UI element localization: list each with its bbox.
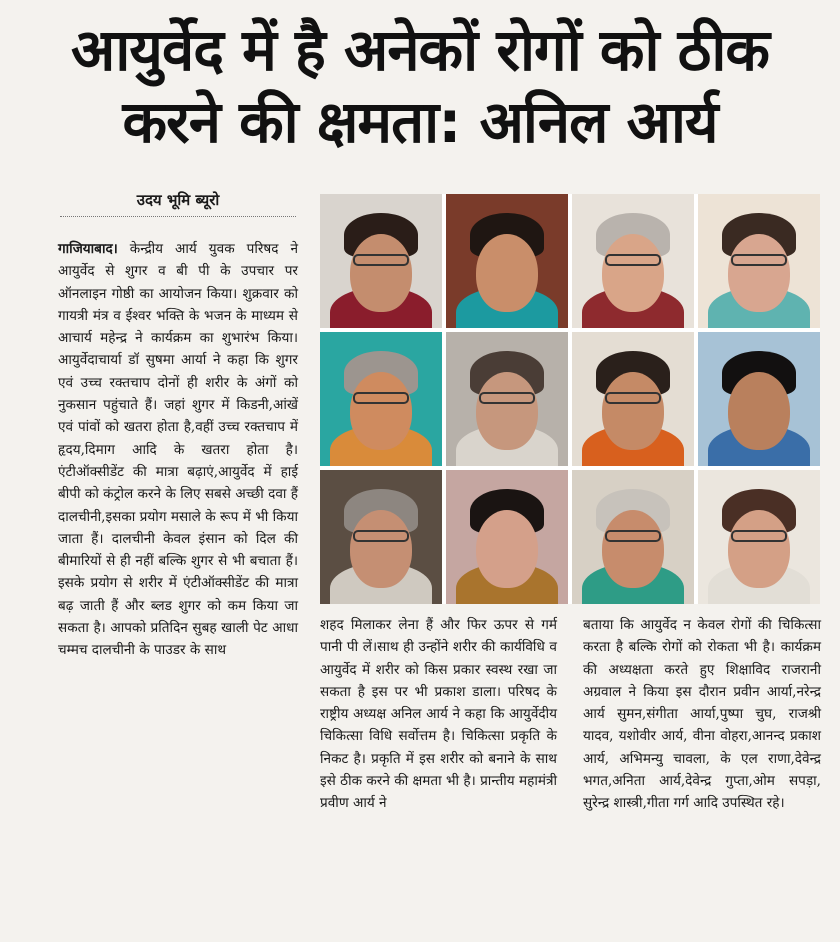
headline <box>20 14 820 158</box>
article-text-3: बताया कि आयुर्वेद न केवल रोगों की चिकित्सा करता है बल्कि रोगों को रोकता भी है। कार्यक्रम की अध्यक्षता करते हुए शिक्षाविद राजरानी अग्रवाल ने किया इस दौरान प्रवीन आर्या,नरेन्द्र आर्य सुमन,संगीता आर्या,पुष्पा चुघ, राजश्री यादव, यशोवीर आर्य, वीना वोहरा,आनन्द प्रकाश आर्य, अभिमन्यु चावला, के एल राणा,देवेन्द्र भगत,अनिता आर्य,देवेन्द्र गुप्ता,ओम सपड़ा, सुरेन्द्र शास्त्री,गीता गर्ग आदि उपस्थित रहे। <box>583 617 821 812</box>
headline-line-1: आयुर्वेद में है अनेकों रोगों को ठीक <box>71 16 769 84</box>
glasses-icon <box>605 530 661 542</box>
video-call-photo-grid <box>320 194 820 604</box>
participant-face <box>728 372 790 450</box>
article-text-1: केन्द्रीय आर्य युवक परिषद ने आयुर्वेद से शुगर व बी पी के उपचार पर ऑनलाइन गोष्ठी का आयोजन किया। शुक्रवार को गायत्री मंत्र व ईश्वर भक्ति के भजन के माध्यम से आचार्य महेन्द्र ने कार्यक्रम का शुभारंभ किया। आयुर्वेदाचार्या डॉ सुषमा आर्या ने कहा कि शुगर एवं उच्च रक्तचाप दोनों ही शरीर के अंगों को नुकसान पहुंचाते हैं। जहां शुगर में किडनी,आंखें एवं पांवों को खतरा होता है,वहीं उच्च रक्तचाप में हृदय,दिमाग आदि के खतरा होता है। एंटीऑक्सीडेंट की मात्रा बढ़ाएं,आयुर्वेद में हाई बीपी को कंट्रोल करने के लिए सबसे अच्छी दवा हैं दालचीनी,इसका प्रयोग मसाले के रूप में भी किया जाता हैं। दालचीनी केवल इंसान को दिल की बीमारियों से ही नहीं बल्कि शुगर से भी बचाता हैं। इसके प्रयोग से शरीर में एंटीऑक्सीडेंट की मात्रा बढ़ जाती हैं और ब्लड शुगर को कम किया जा सकता है। आपको प्रतिदिन सुबह खाली पेट आधा चम्मच दालचीनी के पाउडर के साथ <box>58 241 298 659</box>
participant-photo <box>446 194 568 328</box>
glasses-icon <box>479 392 535 404</box>
participant-face <box>350 372 412 450</box>
glasses-icon <box>353 254 409 266</box>
participant-face <box>602 510 664 588</box>
participant-face <box>476 510 538 588</box>
participant-photo <box>698 332 820 466</box>
article-column-1 <box>58 238 298 662</box>
article-column-2 <box>320 614 557 815</box>
participant-photo <box>698 194 820 328</box>
participant-face <box>602 234 664 312</box>
participant-photo <box>446 470 568 604</box>
participant-photo <box>698 470 820 604</box>
glasses-icon <box>605 392 661 404</box>
headline-line-2: करने की क्षमता: अनिल आर्य <box>122 88 718 156</box>
participant-photo <box>572 470 694 604</box>
participant-photo <box>320 194 442 328</box>
participant-face <box>602 372 664 450</box>
glasses-icon <box>731 530 787 542</box>
glasses-icon <box>353 392 409 404</box>
participant-face <box>476 234 538 312</box>
glasses-icon <box>605 254 661 266</box>
glasses-icon <box>731 254 787 266</box>
participant-face <box>476 372 538 450</box>
participant-photo <box>446 332 568 466</box>
dateline: गाजियाबाद। <box>58 241 118 257</box>
participant-face <box>350 510 412 588</box>
article-column-3 <box>583 614 821 815</box>
participant-photo <box>572 332 694 466</box>
participant-face <box>350 234 412 312</box>
participant-photo <box>572 194 694 328</box>
participant-face <box>728 510 790 588</box>
article-text-2: शहद मिलाकर लेना हैं और फिर ऊपर से गर्म पानी पी लें।साथ ही उन्होंने शरीर की कार्यविधि व आयुर्वेद में शरीर को किस प्रकार स्वस्थ रखा जा सकता है इस पर भी प्रकाश डाला। परिषद के राष्ट्रीय अध्यक्ष अनिल आर्य ने कहा कि आयुर्वेदीय चिकित्सा विधि सर्वोत्तम है। चिकित्सा प्रकृति के निकट है। प्रकृति में इस शरीर को बनाने के साथ इसे ठीक करने की क्षमता भी है। प्रान्तीय महामंत्री प्रवीण आर्य ने <box>320 617 558 812</box>
participant-face <box>728 234 790 312</box>
participant-photo <box>320 470 442 604</box>
byline: उदय भूमि ब्यूरो <box>60 190 296 217</box>
glasses-icon <box>353 530 409 542</box>
participant-photo <box>320 332 442 466</box>
